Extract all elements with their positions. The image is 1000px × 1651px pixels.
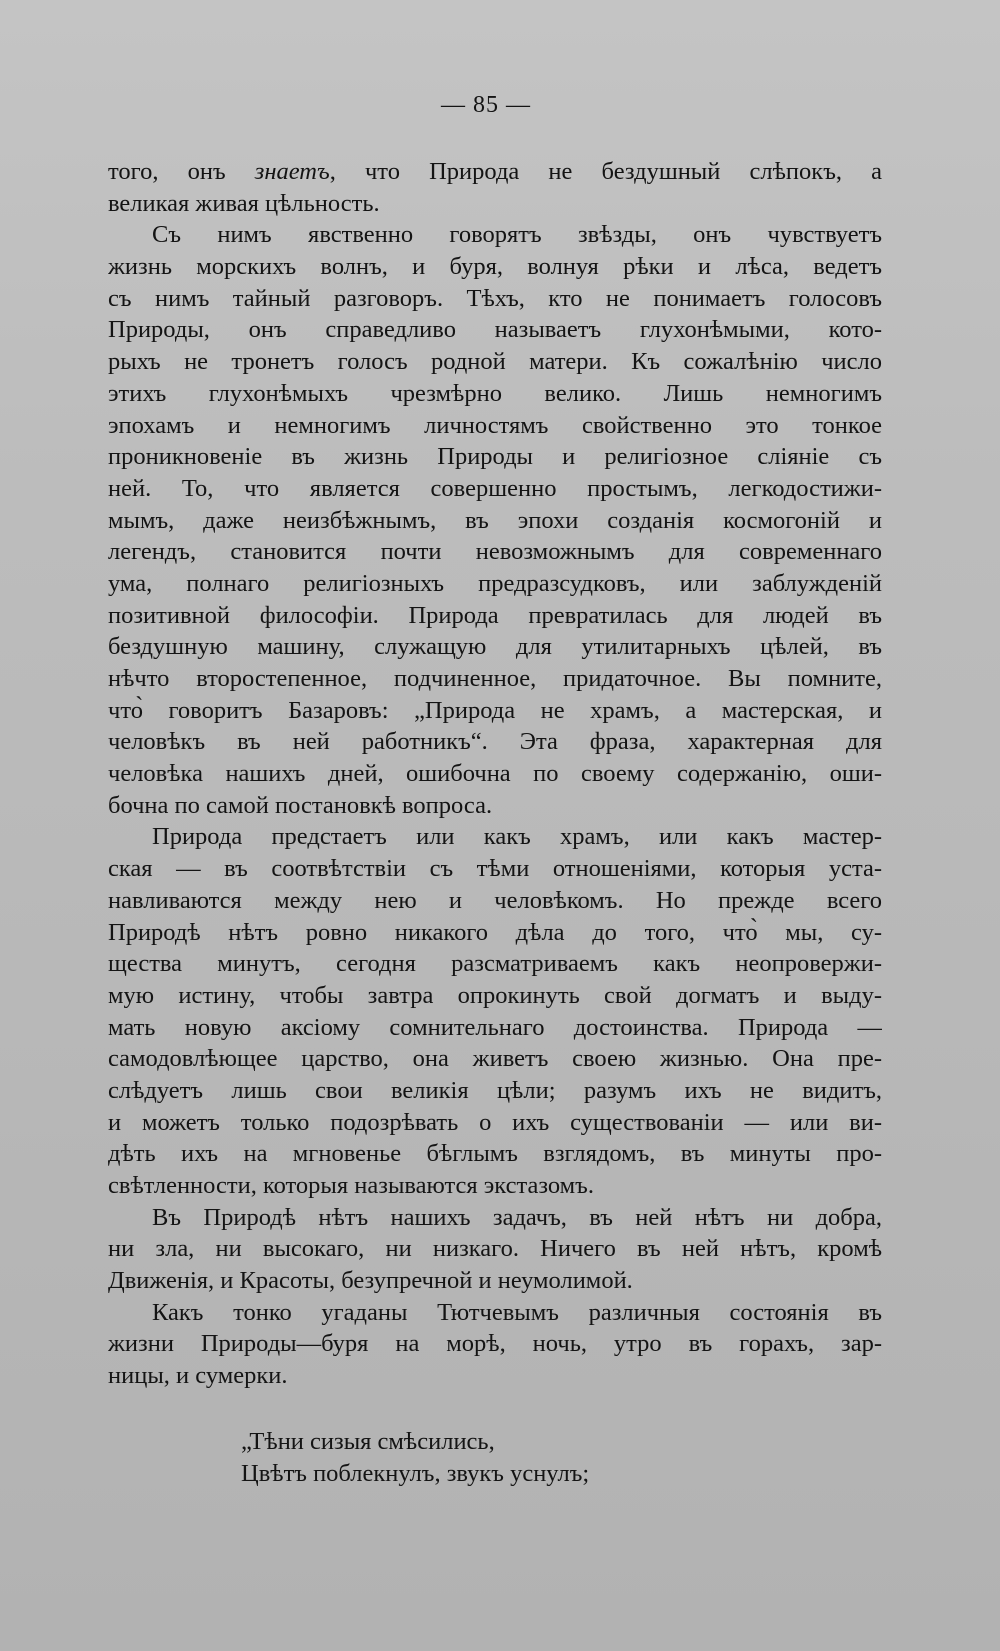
verse-gap [108,1392,882,1426]
text-line: Природѣ нѣтъ ровно никакого дѣла до того, что̀ мы, су- [108,918,882,946]
text-segment: того, онъ [108,158,255,185]
text-line: дѣть ихъ на мгновенье бѣглымъ взглядомъ, въ минуты про- [108,1140,882,1168]
text-line: ней. То, что является совершенно простымъ, легкодостижи- [108,474,882,502]
text-line: нѣчто второстепенное, подчиненное, придаточное. Вы помните, [108,665,882,692]
text-line: Природы, онъ справедливо называетъ глухонѣмыми, кото- [108,316,882,344]
text-line: ума, полнаго религіозныхъ предразсудковъ, или заблужденій [108,569,882,597]
text-line: Движенія, и Красоты, безупречной и неумолимой. [108,1267,633,1295]
text-line: позитивной философіи. Природа превратилась для людей въ [108,601,882,629]
text-line: ская — въ соотвѣтствіи съ тѣми отношеніями, которыя уста- [108,855,882,883]
paragraph [108,821,882,1201]
text-line: бочна по самой постановкѣ вопроса. [108,791,493,819]
text-line: съ нимъ тайный разговоръ. Тѣхъ, кто не понимаетъ голосовъ [108,284,882,312]
text-line [108,156,882,188]
text-line: ницы, и сумерки. [108,1362,288,1390]
text-line: бездушную машину, служащую для утилитарныхъ цѣлей, въ [108,633,882,661]
text-line: что̀ говоритъ Базаровъ: „Природа не храмъ, а мастерская, и [108,696,882,724]
text-line: Въ Природѣ нѣтъ нашихъ задачъ, въ ней нѣтъ ни добра, [152,1203,882,1231]
text-line: человѣка нашихъ дней, ошибочна по своему содержанію, оши- [108,760,882,788]
text-line: жизнь морскихъ волнъ, и буря, волнуя рѣки и лѣса, ведетъ [108,253,882,281]
text-line: великая живая цѣльность. [108,189,380,217]
paragraph [108,1202,882,1297]
verse-line: „Тѣни сизыя смѣсились, [241,1427,495,1455]
text-line: щества минутъ, сегодня разсматриваемъ какъ неопровержи- [108,950,882,978]
text-line: свѣтленности, которыя называются экстазомъ. [108,1172,594,1199]
text-line: мать новую аксіому сомнительнаго достоинства. Природа — [108,1013,882,1041]
main-text [108,156,882,1489]
verse-quote [108,1426,882,1489]
text-line: эпохамъ и немногимъ личностямъ свойственно это тонкое [108,411,882,439]
paragraph [108,156,882,219]
text-line: этихъ глухонѣмыхъ чрезмѣрно велико. Лишь немногимъ [108,379,882,407]
text-line: человѣкъ въ ней работникъ“. Эта фраза, характерная для [108,728,882,756]
paragraph [108,219,882,821]
text-line: легендъ, становится почти невозможнымъ для современнаго [108,538,882,566]
text-line: Съ нимъ явственно говорятъ звѣзды, онъ чувствуетъ [152,221,882,249]
text-line: Природа предстаетъ или какъ храмъ, или какъ мастер- [152,823,882,851]
text-line: Какъ тонко угаданы Тютчевымъ различныя состоянія въ [152,1298,882,1326]
text-line: жизни Природы—буря на морѣ, ночь, утро въ горахъ, зар- [108,1330,882,1358]
paragraph [108,1297,882,1392]
text-line: проникновеніе въ жизнь Природы и религіозное сліяніе съ [108,443,882,471]
text-line: ни зла, ни высокаго, ни низкаго. Ничего въ ней нѣтъ, кромѣ [108,1235,882,1263]
text-line: и можетъ только подозрѣвать о ихъ существованіи — или ви- [108,1108,882,1136]
text-segment: , что Природа не бездушный слѣпокъ, а [329,158,882,185]
text-line: самодовлѣющее царство, она живетъ своею жизнью. Она пре- [108,1045,882,1073]
text-line: мую истину, чтобы завтра опрокинуть свой догматъ и выду- [108,981,882,1009]
italic-word: знаетъ [254,158,330,185]
text-line: слѣдуетъ лишь свои великія цѣли; разумъ ихъ не видитъ, [108,1076,882,1104]
verse-line: Цвѣтъ поблекнулъ, звукъ уснулъ; [241,1459,590,1487]
page-number: — 85 — [441,92,531,118]
text-line: навливаются между нею и человѣкомъ. Но прежде всего [108,886,882,914]
text-line: мымъ, даже неизбѣжнымъ, въ эпохи созданія космогоній и [108,506,882,534]
text-line: рыхъ не тронетъ голосъ родной матери. Къ сожалѣнію число [108,348,882,376]
